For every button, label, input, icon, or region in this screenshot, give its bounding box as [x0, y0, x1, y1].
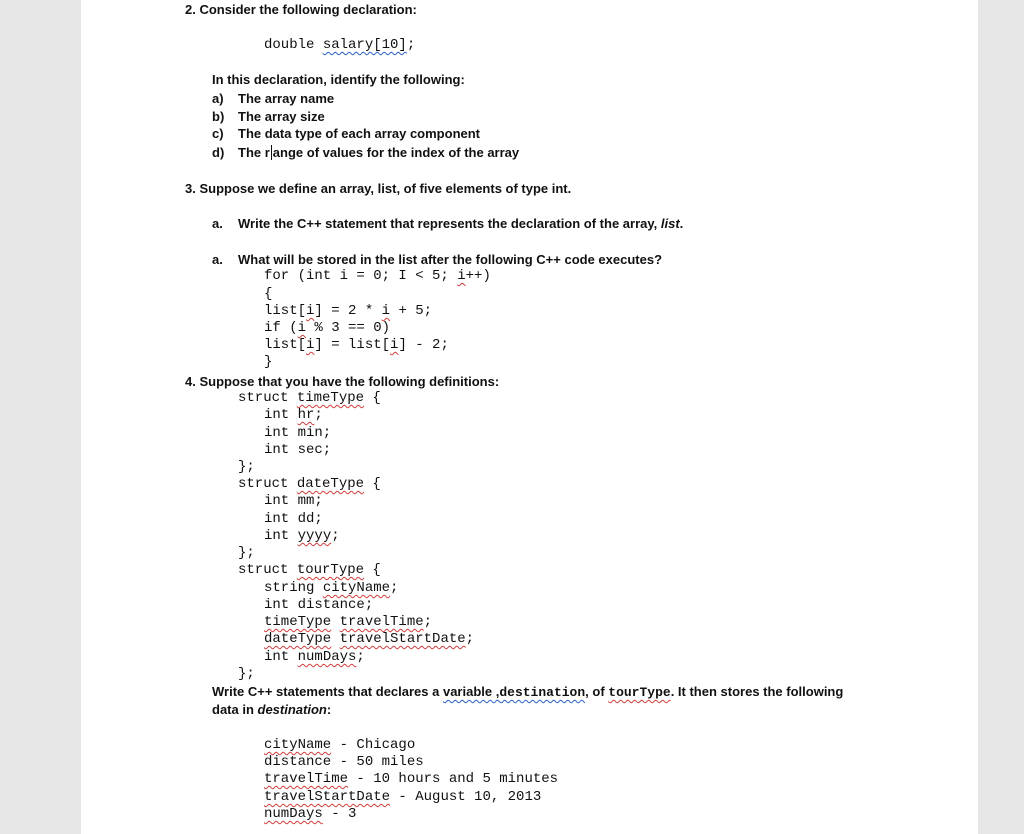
q2-code: double salary[10]; [264, 37, 416, 53]
q4-code-end-1: }; [238, 459, 255, 475]
q4-code-min: int min; [264, 425, 332, 441]
q3-code-line-2: { [264, 286, 273, 302]
q3-code-line-5: list[i] = list[i] - 2; [264, 337, 449, 353]
q4-code-cityname: string cityName; [264, 580, 399, 596]
q3-code-line-6: } [264, 354, 273, 370]
q4-code-end-2: }; [238, 545, 255, 561]
q4-code-hr: int hr; [264, 407, 323, 423]
q3-code-line-4: if (i % 3 == 0) [264, 320, 391, 336]
data-line-numdays: numDays - 3 [264, 806, 357, 822]
q3-heading: 3. Suppose we define an array, list, of five elements of type int. [185, 181, 572, 196]
q4-code-yyyy: int yyyy; [264, 528, 340, 544]
q4-code-distance: int distance; [264, 597, 374, 613]
q4-struct-timetype: struct timeType { [238, 390, 381, 406]
q3-code-line-3: list[i] = 2 * i + 5; [264, 303, 433, 319]
q3-code-line-1: for (int i = 0; I < 5; i++) [264, 268, 491, 284]
document-page: 2. Consider the following declaration: double salary[10]; In this declaration, identify the following: a) The array name b) The array size c) The data type of each array component d) The r ange of values for the index of the array 3. Suppose we define an array, list, of five elements of type int. a. Write the C++ statement that represents the declaration of the array, list. a. What will be stored in the list after the following C++ code executes? for (int i = 0; I < 5; i++) { list[i] = 2 * i + 5; if (i % 3 == 0) list[i] = list[i] - 2; } 4. Suppose that you have the following definitions: struct timeType { int hr; int min; int sec; }; struct dateType { int mm; int dd; int yyyy; }; struct tourType { string cityName; int distance; timeType travelTime; dateType travelStartDate; int numDays; }; Write C++ statements that declares a variable ,destination, of tourType. It then stores the following data in destination: cityName - Chicago distance - 50 miles travelTime - 10 hours and 5 minutes travelStartDate - August 10, 2013 numDays - 3 [81, 0, 978, 834]
q4-struct-tourtype: struct tourType { [238, 562, 381, 578]
data-line-traveltime: travelTime - 10 hours and 5 minutes [264, 771, 559, 787]
q4-code-end-3: }; [238, 666, 255, 682]
q4-code-numdays: int numDays; [264, 649, 365, 665]
q4-instruction-line-1: Write C++ statements that declares a variable ,destination, of tourType. It then stores the following [212, 684, 844, 700]
q2-heading: 2. Consider the following declaration: [185, 2, 417, 17]
q4-code-dd: int dd; [264, 511, 323, 527]
q4-struct-datetype: struct dateType { [238, 476, 381, 492]
data-line-travelstartdate: travelStartDate - August 10, 2013 [264, 789, 542, 805]
q4-code-travelstartdate: dateType travelStartDate; [264, 631, 475, 647]
text-cursor [271, 145, 272, 160]
q4-code-mm: int mm; [264, 493, 323, 509]
q4-code-traveltime: timeType travelTime; [264, 614, 433, 630]
q4-heading: 4. Suppose that you have the following definitions: [185, 374, 500, 389]
q4-code-sec: int sec; [264, 442, 332, 458]
data-line-distance: distance - 50 miles [264, 754, 424, 770]
q4-instruction-line-2: data in destination: [212, 702, 332, 717]
data-line-cityname: cityName - Chicago [264, 737, 416, 753]
q2-intro: In this declaration, identify the following: [212, 72, 465, 87]
